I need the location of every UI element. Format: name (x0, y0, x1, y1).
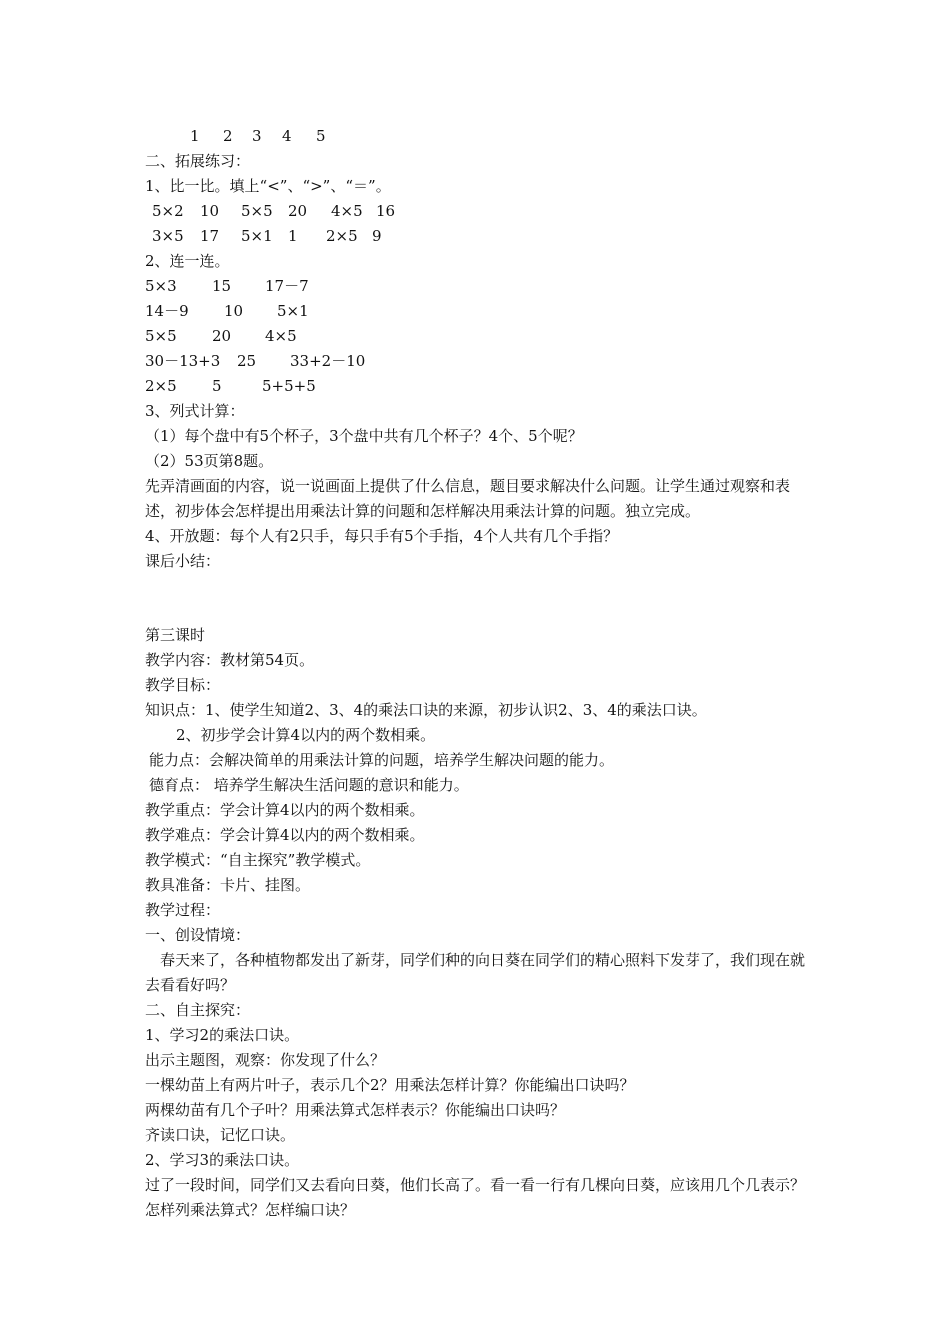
compare-row (145, 199, 815, 224)
match-cell: 15 (212, 277, 232, 295)
match-cell: 20 (212, 327, 232, 345)
match-cell: 25 (237, 352, 257, 370)
match-row (145, 324, 815, 349)
calc-question: （2）53页第8题。 (145, 452, 274, 470)
compare-cell: 1 (288, 227, 298, 245)
compare-cell: 3×5 (152, 227, 184, 245)
step-text: 1、学习2的乘法口诀。 (145, 1026, 300, 1044)
compare-row (145, 224, 815, 249)
compare-cell: 5×1 (241, 227, 273, 245)
teaching-process: 教学过程： (145, 901, 221, 919)
moral-point: 德育点： 培养学生解决生活问题的意识和能力。 (149, 776, 469, 794)
step-text: 一棵幼苗上有两片叶子，表示几个2？用乘法怎样计算？你能编出口诀吗？ (145, 1076, 635, 1094)
match-cell: 2×5 (145, 377, 177, 395)
numbers-row (145, 124, 815, 149)
number-cell: 2 (223, 127, 233, 145)
compare-cell: 9 (372, 227, 382, 245)
compare-cell: 17 (200, 227, 220, 245)
match-cell: 4×5 (265, 327, 297, 345)
section-heading: 二、拓展练习： (145, 152, 251, 170)
calc-question: （1）每个盘中有5个杯子，3个盘中共有几个杯子？4个、5个呢？ (145, 427, 583, 445)
compare-cell: 10 (200, 202, 220, 220)
open-question: 4、开放题：每个人有2只手，每只手有5个手指，4个人共有几个手指？ (145, 527, 619, 545)
calc-title: 3、列式计算： (145, 402, 245, 420)
ability-point: 能力点：会解决简单的用乘法计算的问题，培养学生解决问题的能力。 (149, 751, 615, 769)
teaching-content: 教学内容：教材第54页。 (145, 651, 315, 669)
compare-cell: 2×5 (326, 227, 358, 245)
match-cell: 5 (212, 377, 222, 395)
lesson-title: 第三课时 (145, 626, 206, 644)
match-row (145, 374, 815, 399)
match-cell: 5×3 (145, 277, 177, 295)
match-cell: 14－9 (145, 302, 189, 320)
compare-instruction: 1、比一比。填上“<”、“>”、“＝”。 (145, 177, 391, 195)
match-instruction: 2、连一连。 (145, 252, 230, 270)
knowledge-point-2: 2、初步学会计算4以内的两个数相乘。 (176, 726, 436, 744)
compare-cell: 4×5 (331, 202, 363, 220)
compare-cell: 5×2 (152, 202, 184, 220)
teaching-difficulty: 教学难点：学会计算4以内的两个数相乘。 (145, 826, 425, 844)
compare-cell: 5×5 (241, 202, 273, 220)
teaching-tools: 教具准备：卡片、挂图。 (145, 876, 311, 894)
match-row (145, 274, 815, 299)
scenario-text: 春天来了，各种植物都发出了新芽，同学们种的向日葵在同学们的精心照料下发芽了，我们现在就去看看好吗？ (145, 951, 806, 994)
match-cell: 10 (224, 302, 244, 320)
match-row (145, 349, 815, 374)
number-cell: 5 (316, 127, 326, 145)
step-text: 出示主题图，观察：你发现了什么？ (145, 1051, 386, 1069)
match-cell: 5+5+5 (262, 377, 316, 395)
compare-cell: 16 (376, 202, 396, 220)
step-text: 齐读口诀，记忆口诀。 (145, 1126, 296, 1144)
teaching-key: 教学重点：学会计算4以内的两个数相乘。 (145, 801, 425, 819)
summary-label: 课后小结： (145, 552, 221, 570)
match-cell: 5×1 (277, 302, 309, 320)
section-heading: 一、创设情境： (145, 926, 251, 944)
number-cell: 4 (282, 127, 292, 145)
number-cell: 3 (252, 127, 262, 145)
teaching-mode: 教学模式：“自主探究”教学模式。 (145, 851, 371, 869)
step-text: 过了一段时间，同学们又去看向日葵，他们长高了。看一看一行有几棵向日葵，应该用几个几表示？怎样列乘法算式？怎样编口诀？ (145, 1176, 806, 1219)
match-row (145, 299, 815, 324)
compare-cell: 20 (288, 202, 308, 220)
step-text: 2、学习3的乘法口诀。 (145, 1151, 300, 1169)
knowledge-point: 知识点：1、使学生知道2、3、4的乘法口诀的来源，初步认识2、3、4的乘法口诀。 (145, 701, 707, 719)
calc-note: 先弄清画面的内容，说一说画面上提供了什么信息，题目要求解决什么问题。让学生通过观察和表述，初步体会怎样提出用乘法计算的问题和怎样解决用乘法计算的问题。独立完成。 (145, 477, 791, 520)
teaching-goals-title: 教学目标： (145, 676, 221, 694)
match-cell: 30－13+3 (145, 352, 221, 370)
match-cell: 33+2－10 (290, 352, 366, 370)
match-cell: 17－7 (265, 277, 309, 295)
step-text: 两棵幼苗有几个子叶？用乘法算式怎样表示？你能编出口诀吗？ (145, 1101, 566, 1119)
match-cell: 5×5 (145, 327, 177, 345)
number-cell: 1 (190, 127, 200, 145)
section-heading: 二、自主探究： (145, 1001, 251, 1019)
